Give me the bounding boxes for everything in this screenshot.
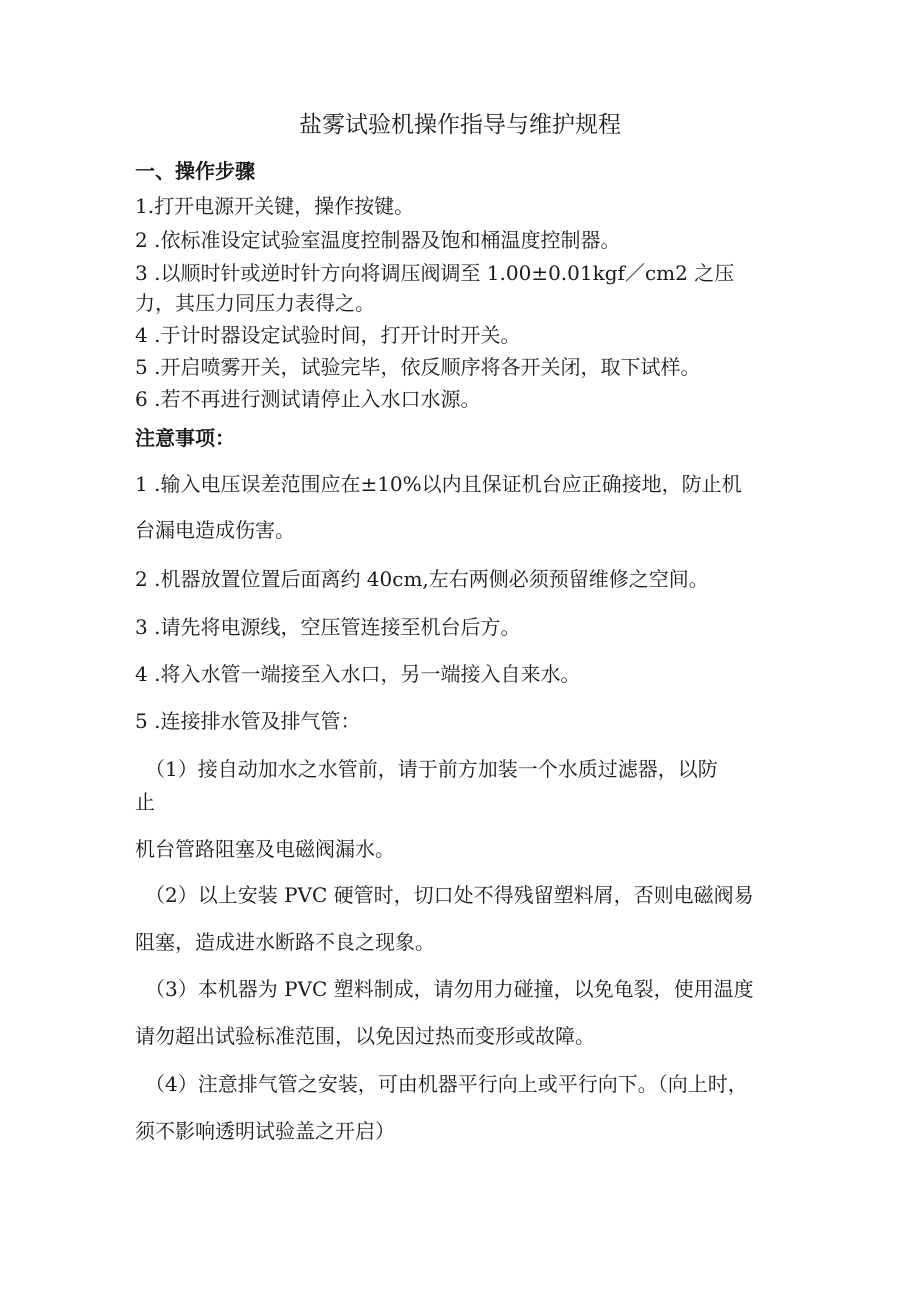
note-line: 止 (135, 790, 155, 814)
section-heading-steps: 一、操作步骤 (135, 159, 255, 183)
step-line: 2 .依标准设定试验室温度控制器及饱和桶温度控制器。 (135, 228, 621, 252)
note-line: （2）以上安装 PVC 硬管时，切口处不得残留塑料屑，否则电磁阀易 (145, 883, 754, 907)
note-line: （3）本机器为 PVC 塑料制成，请勿用力碰撞，以免龟裂，使用温度 (145, 977, 754, 1001)
step-line: 1.打开电源开关键，操作按键。 (135, 194, 415, 218)
page-title: 盐雾试验机操作指导与维护规程 (299, 112, 621, 138)
note-line: 3 .请先将电源线，空压管连接至机台后方。 (135, 615, 521, 639)
note-line: 1 .输入电压误差范围应在±10%以内且保证机台应正确接地，防止机 (135, 472, 742, 496)
note-line: 5 .连接排水管及排气管： (135, 709, 361, 733)
note-line: 2 .机器放置位置后面离约 40cm,左右两侧必须预留维修之空间。 (135, 567, 709, 591)
step-line: 6 .若不再进行测试请停止入水口水源。 (135, 387, 481, 411)
note-line: 请勿超出试验标准范围，以免因过热而变形或故障。 (135, 1024, 595, 1048)
step-line: 5 .开启喷雾开关，试验完毕，依反顺序将各开关闭，取下试样。 (135, 355, 701, 379)
note-line: 4 .将入水管一端接至入水口，另一端接入自来水。 (135, 662, 581, 686)
note-line: 阻塞，造成进水断路不良之现象。 (135, 930, 435, 954)
note-line: （4）注意排气管之安装，可由机器平行向上或平行向下。（向上时， (145, 1072, 748, 1096)
note-line: （1）接自动加水之水管前，请于前方加装一个水质过滤器，以防 (145, 757, 718, 781)
step-line: 4 .于计时器设定试验时间，打开计时开关。 (135, 323, 521, 347)
note-line: 台漏电造成伤害。 (135, 518, 295, 542)
note-line: 机台管路阻塞及电磁阀漏水。 (135, 837, 395, 861)
section-heading-notes: 注意事项： (135, 426, 235, 450)
step-line: 力，其压力同压力表得之。 (135, 291, 375, 315)
note-line: 须不影响透明试验盖之开启） (135, 1119, 395, 1143)
step-line: 3 .以顺时针或逆时针方向将调压阀调至 1.00±0.01kgf／cm2 之压 (135, 261, 735, 285)
